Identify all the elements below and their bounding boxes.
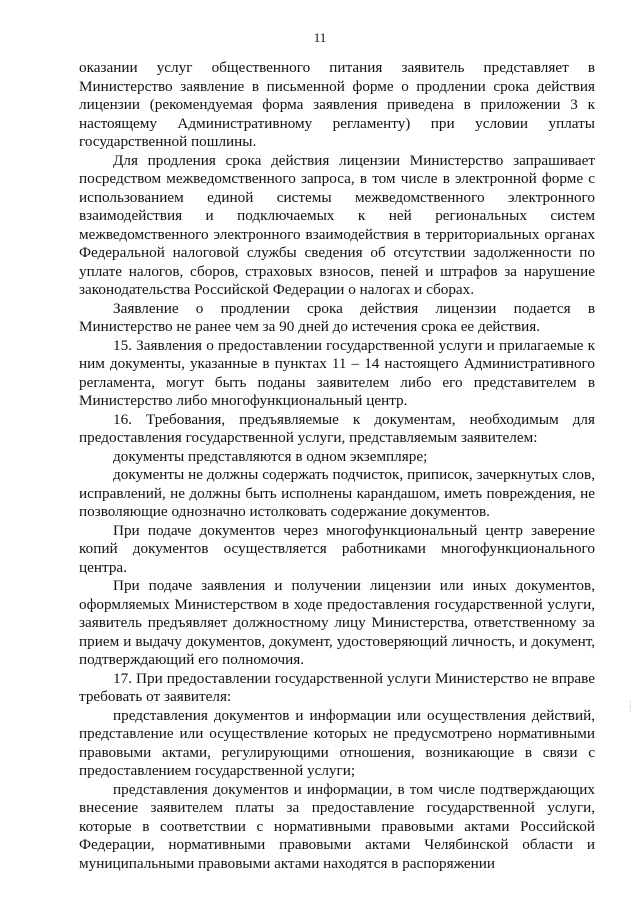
paragraph: При подаче заявления и получении лицензии или иных документов, оформляемых Министерством в ходе предоставления государственной услуги, заявитель предъявляет должностному лицу Министерства, ответственному за прием и выдачу документов, документ, удостоверяющий личность, и документ, подтверждающий его полномочия. xyxy=(79,577,595,668)
page-number: 11 xyxy=(313,30,327,45)
paragraph: документы представляются в одном экземпляре; xyxy=(113,447,428,465)
paragraph: документы не должны содержать подчисток, приписок, зачеркнутых слов, исправлений, не должны быть исполнены карандашом, иметь повреждения, не позволяющие однозначно истолковать содержание документов. xyxy=(79,466,595,520)
document-body xyxy=(79,59,595,873)
paragraph: 16. Требования, предъявляемые к документам, необходимым для предоставления государственной услуги, представляемым заявителем: xyxy=(79,410,595,446)
paragraph: Заявление о продлении срока действия лицензии подается в Министерство не ранее чем за 90 дней до истечения срока ее действия. xyxy=(79,299,595,335)
paragraph: 15. Заявления о предоставлении государственной услуги и прилагаемые к ним документы, указанные в пунктах 11 – 14 настоящего Административного регламента, могут быть поданы заявителем либо его представителем в Министерство либо многофункциональный центр. xyxy=(79,336,595,409)
paragraph: представления документов и информации или осуществления действий, представление или осуществление которых не предусмотрено нормативными правовыми актами, регулирующими отношения, возникающие в связи с предоставлением государственной услуги; xyxy=(79,706,595,779)
paragraph: представления документов и информации, в том числе подтверждающих внесение заявителем платы за предоставление государственной услуги, которые в соответствии с нормативными правовыми актами Российской Федерации, нормативными правовыми актами Челябинской области и муниципальными правовыми актами находятся в распоряжении xyxy=(79,780,595,872)
side-stamp-mark: ····· xyxy=(628,700,634,713)
paragraph: При подаче документов через многофункциональный центр заверение копий документов осуществляется работниками многофункционального центра. xyxy=(79,521,595,576)
paragraph: Для продления срока действия лицензии Министерство запрашивает посредством межведомственного запроса, в том числе в электронной форме с использованием единой системы межведомственного электронного взаимодействия и подключаемых к ней региональных систем межведомственного электронного взаимодействия в территориальных органах Федеральной налоговой службы сведения об отсутствии задолженности по уплате налогов, сборов, страховых взносов, пеней и штрафов за нарушение законодательства Российской Федерации о налогах и сборах. xyxy=(79,151,595,298)
paragraph: оказании услуг общественного питания заявитель представляет в Министерство заявление в письменной форме о продлении срока действия лицензии (рекомендуемая форма заявления приведена в приложении 3 к настоящему Административному регламенту) при условии уплаты государственной пошлины. xyxy=(79,59,595,150)
paragraph: 17. При предоставлении государственной услуги Министерство не вправе требовать от заявителя: xyxy=(79,669,595,705)
